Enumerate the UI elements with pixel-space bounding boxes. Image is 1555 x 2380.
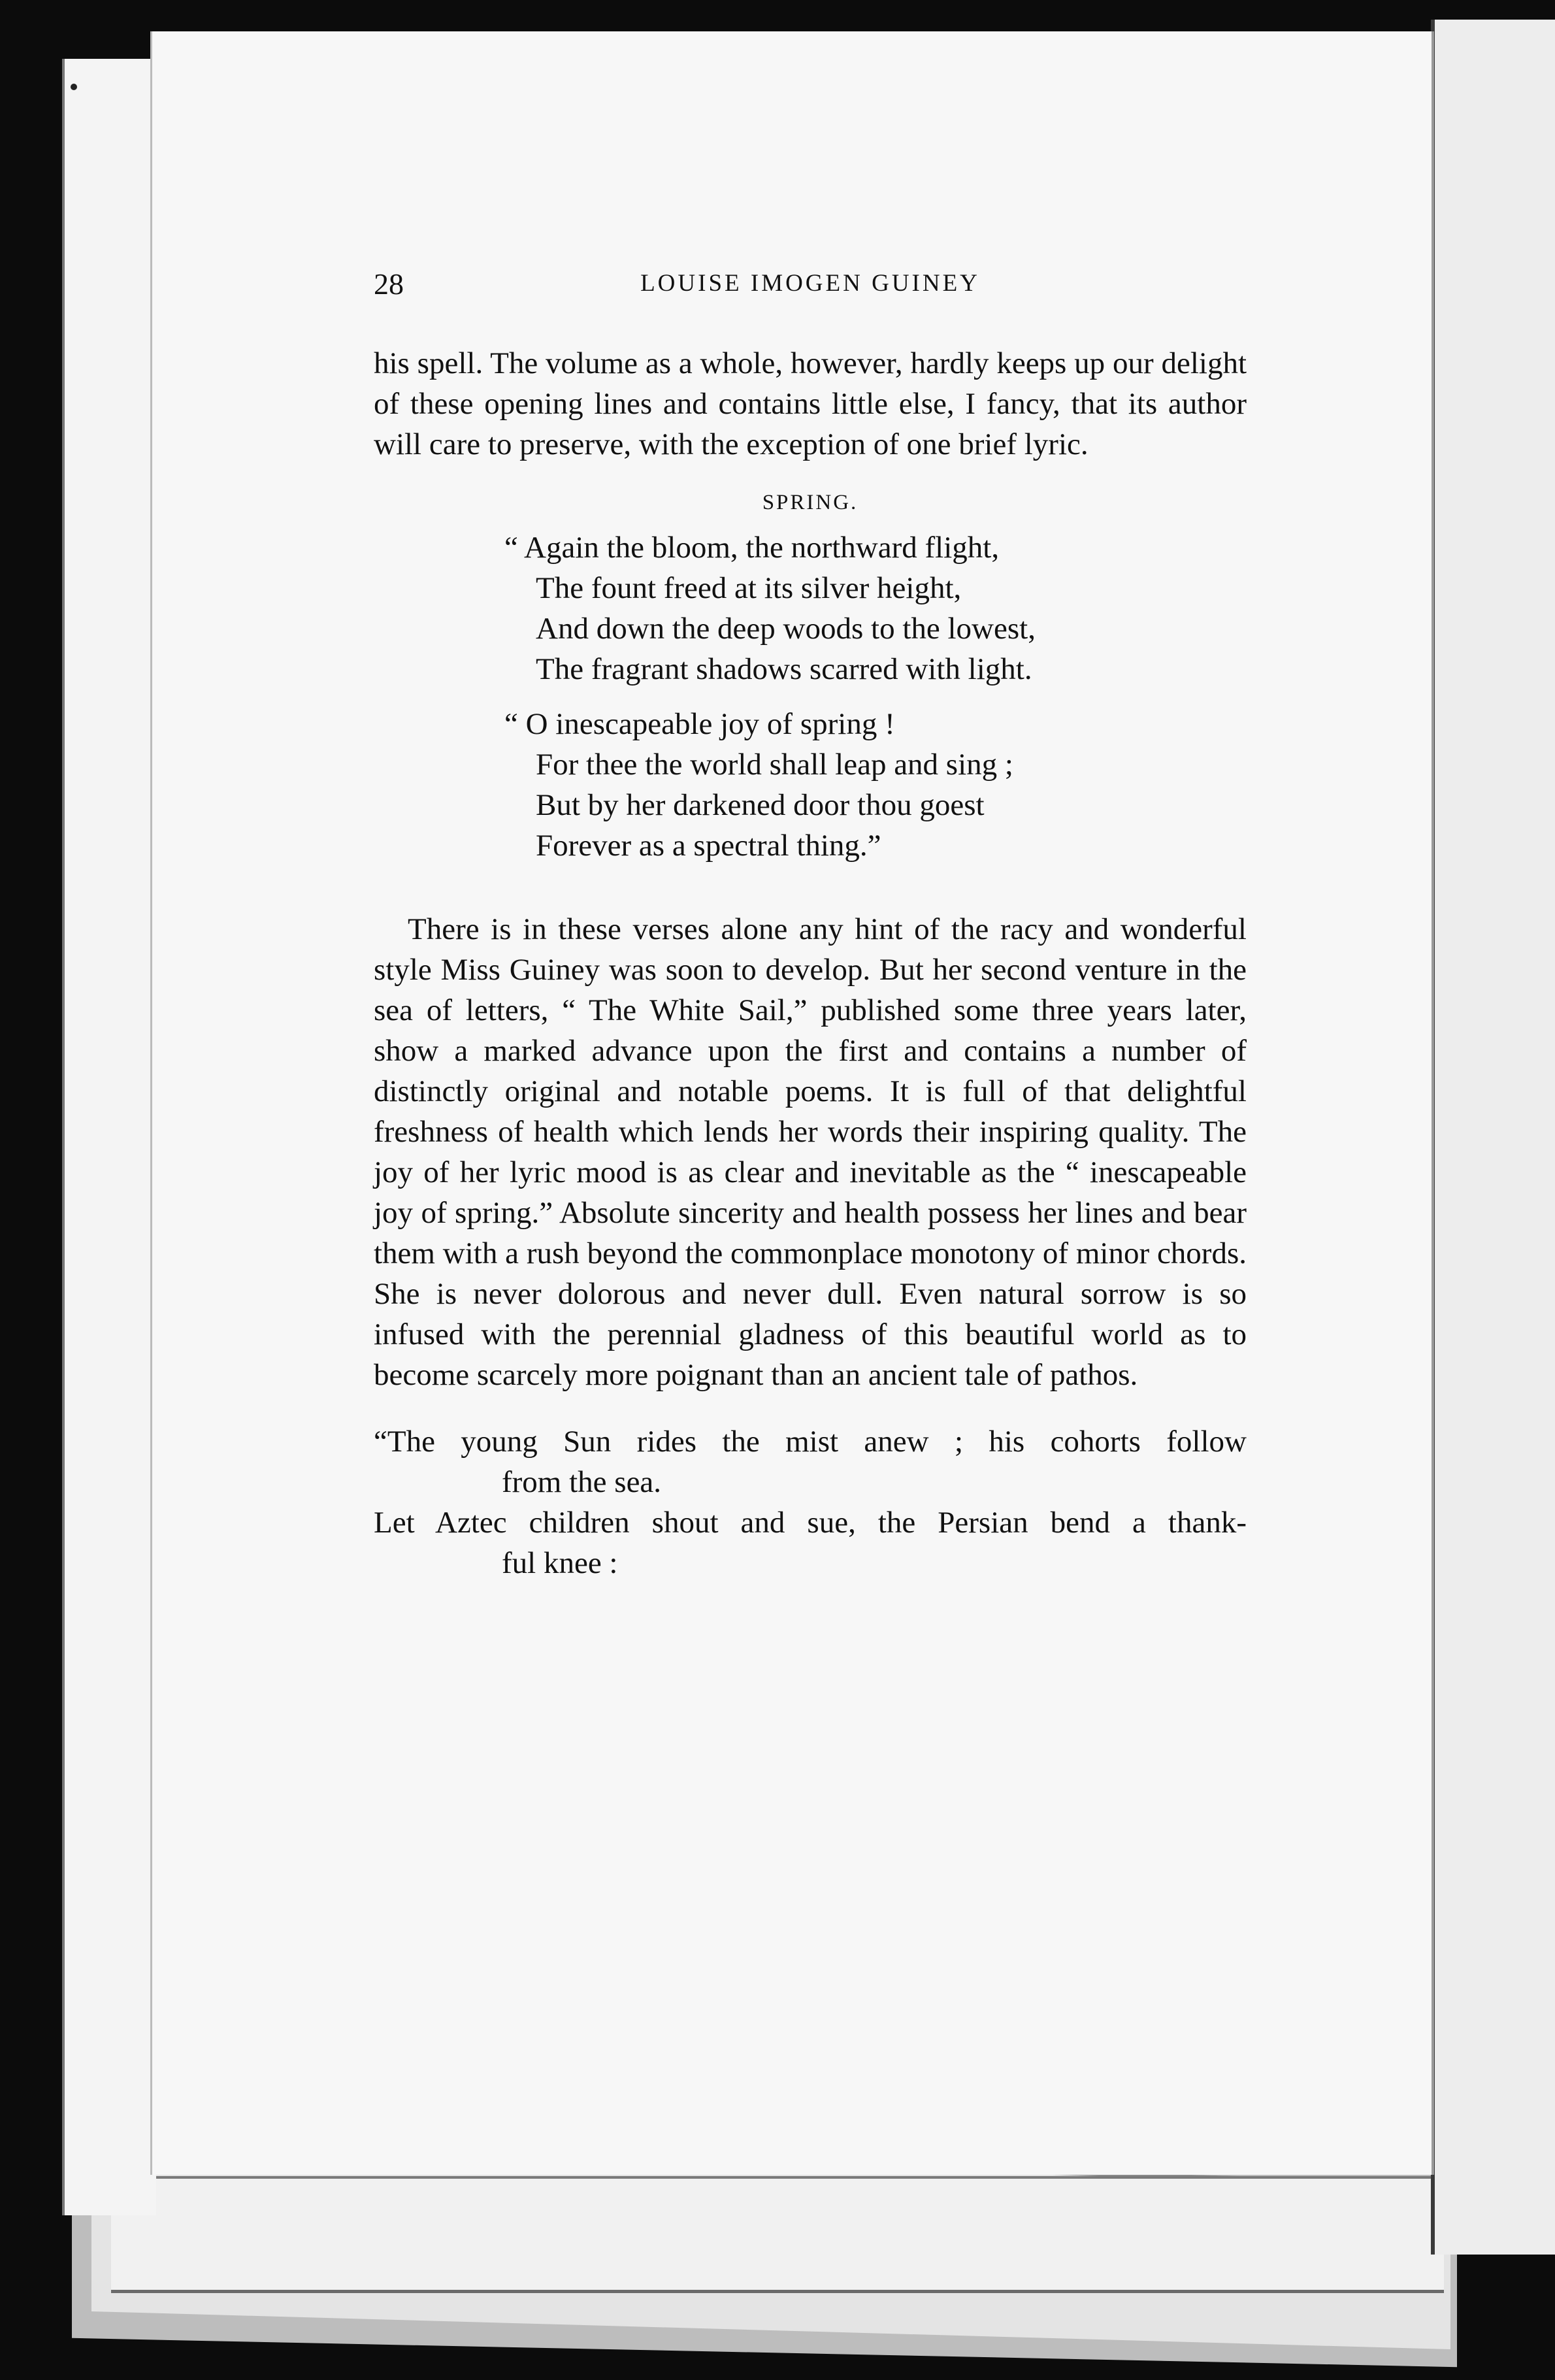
- left-page-edge: [62, 59, 156, 2215]
- paragraph-2: There is in these verses alone any hint of the racy and wonderful style Miss Guiney was soon to develop. But her second venture in the sea of letters, “ The White Sail,” published some three years later, show a marked advance upon the first and contains a number of distinctly original and notable poems. It is full of that delightful freshness of health which lends her words their inspiring quality. The joy of her lyric mood is as clear and inevitable as the “ inescapeable joy of spring.” Absolute sincerity and health possess her lines and bear them with a rush beyond the commonplace monotony of minor chords. She is never dolorous and never dull. Even natural sorrow is so infused with the perennial gladness of this beautiful world as to become scarcely more poignant than an ancient tale of pathos.: [374, 912, 1247, 1392]
- page-number: 28: [374, 267, 404, 301]
- running-title: LOUISE IMOGEN GUINEY: [640, 270, 980, 297]
- stanza-2-line-3: But by her darkened door thou goest: [536, 788, 985, 822]
- stanza-2-line-2: For thee the world shall leap and sing ;: [536, 748, 1013, 782]
- stanza-1-line-1: “ Again the bloom, the northward flight,: [504, 531, 1000, 565]
- stanza-1-line-2: The fount freed at its silver height,: [536, 571, 962, 605]
- stanza-2: [504, 704, 1247, 866]
- page-body: [374, 343, 1247, 1583]
- stanza-1: [504, 527, 1247, 689]
- quoted-verse-turnover-1: from the sea.: [502, 1465, 662, 1499]
- next-page-edge: [1431, 20, 1555, 2255]
- stanza-1-line-3: And down the deep woods to the lowest,: [536, 612, 1036, 646]
- poem-title: SPRING.: [762, 491, 859, 514]
- scan-speck: [71, 84, 77, 90]
- running-head: [374, 267, 1247, 307]
- quoted-verse: [374, 1421, 1247, 1583]
- quoted-verse-line-1: “The young Sun rides the mist anew ; his cohorts follow: [374, 1425, 1247, 1459]
- book-edge-front: [111, 2176, 1444, 2293]
- quoted-verse-turnover-2: ful knee :: [502, 1546, 618, 1580]
- quoted-verse-line-2: Let Aztec children shout and sue, the Persian bend a thank-: [374, 1506, 1247, 1540]
- paragraph-1: his spell. The volume as a whole, however, hardly keeps up our delight of these opening lines and contains little else, I fancy, that its author will care to preserve, with the exception of one brief lyric.: [374, 346, 1247, 461]
- stanza-2-line-4: Forever as a spectral thing.”: [536, 829, 881, 863]
- stanza-2-line-1: “ O inescapeable joy of spring !: [504, 707, 895, 741]
- stanza-1-line-4: The fragrant shadows scarred with light.: [536, 652, 1032, 686]
